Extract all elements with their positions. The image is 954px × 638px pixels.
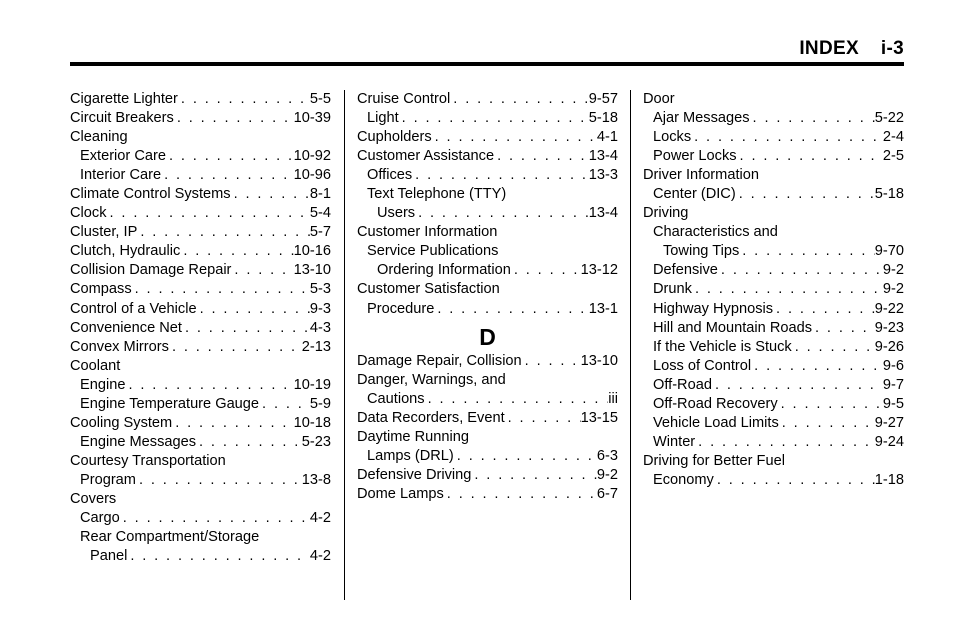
entry-text: Data Recorders, Event	[357, 409, 505, 426]
index-entry	[357, 280, 618, 299]
entry-text: Vehicle Load Limits	[653, 414, 779, 431]
entry-text: Dome Lamps	[357, 485, 444, 502]
dot-leader	[712, 376, 883, 395]
index-entry	[70, 319, 331, 338]
index-entry	[357, 90, 618, 109]
dot-leader	[161, 166, 294, 185]
entry-text: Cooling System	[70, 414, 173, 431]
entry-text: Power Locks	[653, 148, 737, 165]
entry-text: Cautions	[367, 390, 425, 407]
entry-text: Customer Information	[357, 224, 498, 241]
dot-leader	[166, 147, 294, 166]
entry-text: Lamps (DRL)	[367, 447, 454, 464]
dot-leader	[739, 242, 875, 261]
index-entry	[70, 185, 331, 204]
dot-leader	[444, 485, 597, 504]
entry-text: Climate Control Systems	[70, 186, 231, 203]
dot-leader	[718, 261, 883, 280]
index-entry	[70, 414, 331, 433]
index-entry	[70, 433, 331, 452]
page-reference: 13-3	[588, 167, 618, 184]
index-entry	[643, 223, 904, 242]
page-reference: 5-22	[874, 110, 904, 127]
page-reference: 13-4	[588, 205, 618, 222]
entry-text: Covers	[70, 490, 117, 507]
index-entry	[357, 390, 618, 409]
index-entry	[643, 128, 904, 147]
entry-text: Door	[643, 91, 675, 107]
entry-text: Cluster, IP	[70, 224, 138, 241]
page-reference: 5-18	[874, 186, 904, 203]
dot-leader	[178, 90, 310, 109]
page-reference: 10-19	[293, 376, 331, 393]
entry-text: If the Vehicle is Stuck	[653, 338, 792, 355]
entry-text: Customer Satisfaction	[357, 281, 500, 298]
page-number: i-3	[880, 38, 904, 59]
index-entry	[643, 452, 904, 471]
page-reference: 10-18	[293, 414, 331, 431]
index-entry	[357, 428, 618, 447]
page-reference: 9-2	[596, 466, 618, 483]
page-reference: 13-8	[301, 471, 331, 488]
entry-text: Characteristics and	[653, 224, 778, 241]
index-entry	[70, 204, 331, 223]
page-reference: 1-18	[874, 471, 904, 488]
page-header	[799, 38, 904, 60]
entry-text: Customer Assistance	[357, 148, 495, 165]
index-entry	[70, 242, 331, 261]
entry-text: Convenience Net	[70, 319, 182, 336]
dot-leader	[399, 109, 589, 128]
entry-text: Cruise Control	[357, 91, 451, 107]
page-reference: 4-3	[309, 319, 331, 336]
entry-text: Driving	[643, 205, 689, 222]
index-entry	[70, 261, 331, 280]
page-reference: 9-26	[874, 338, 904, 355]
entry-text: Courtesy Transportation	[70, 452, 226, 469]
index-entry	[357, 128, 618, 147]
index-entry	[70, 280, 331, 299]
page-reference: 2-4	[882, 129, 904, 146]
page-reference: 5-3	[309, 281, 331, 298]
index-entry	[357, 147, 618, 166]
entry-text: Cleaning	[70, 129, 128, 146]
entry-text: Driver Information	[643, 167, 759, 184]
index-entry	[357, 352, 618, 371]
index-entry	[357, 371, 618, 390]
index-entry	[70, 547, 331, 566]
page-reference: 13-10	[580, 352, 618, 369]
index-entry	[643, 242, 904, 261]
entry-text: Daytime Running	[357, 428, 469, 445]
index-column-3	[643, 90, 904, 490]
index-entry	[70, 338, 331, 357]
index-entry	[643, 261, 904, 280]
index-entry	[643, 471, 904, 490]
page-reference: 9-70	[874, 243, 904, 260]
entry-text: Defensive Driving	[357, 466, 472, 483]
page-reference: 9-23	[874, 319, 904, 336]
page-reference: 4-1	[596, 129, 618, 146]
entry-text: Center (DIC)	[653, 186, 736, 203]
index-entry	[70, 128, 331, 147]
entry-text: Hill and Mountain Roads	[653, 319, 812, 336]
entry-text: Cargo	[80, 510, 120, 527]
entry-text: Text Telephone (TTY)	[367, 186, 507, 203]
page-reference: 13-1	[588, 300, 618, 317]
entry-text: Exterior Care	[80, 148, 166, 165]
entry-text: Collision Damage Repair	[70, 262, 232, 279]
page-reference: 5-4	[309, 205, 331, 222]
entry-text: Engine Temperature Gauge	[80, 395, 260, 412]
entry-text: Rear Compartment/Storage	[80, 529, 260, 546]
page-reference: 9-57	[588, 91, 618, 107]
dot-leader	[136, 471, 302, 490]
index-entry	[70, 166, 331, 185]
dot-leader	[494, 147, 589, 166]
entry-text: Engine Messages	[80, 433, 197, 450]
dot-leader	[450, 90, 589, 109]
entry-text: Program	[80, 471, 136, 488]
dot-leader	[779, 414, 875, 433]
entry-text: Highway Hypnosis	[653, 300, 774, 317]
entry-text: Clutch, Hydraulic	[70, 243, 181, 260]
entry-text: Economy	[653, 471, 714, 488]
dot-leader	[137, 223, 310, 242]
index-entry	[357, 166, 618, 185]
entry-text: Driving for Better Fuel	[643, 452, 785, 469]
index-entry	[643, 204, 904, 223]
page-reference: 9-7	[882, 376, 904, 393]
entry-text: Drunk	[653, 281, 692, 298]
index-entry	[70, 223, 331, 242]
index-entry	[357, 242, 618, 261]
page-reference: 13-15	[580, 409, 618, 426]
index-entry	[643, 414, 904, 433]
index-entry	[70, 300, 331, 319]
entry-text: Loss of Control	[653, 357, 752, 374]
index-entry	[643, 395, 904, 414]
dot-leader	[172, 414, 293, 433]
dot-leader	[132, 280, 310, 299]
header-title: INDEX	[799, 38, 859, 59]
index-entry	[357, 223, 618, 242]
entry-text: Circuit Breakers	[70, 110, 174, 127]
index-entry	[357, 447, 618, 466]
entry-text: Winter	[653, 433, 696, 450]
entry-text: Off-Road	[653, 376, 712, 393]
dot-leader	[412, 166, 589, 185]
dot-leader	[182, 319, 310, 338]
dot-leader	[737, 147, 883, 166]
index-entry	[643, 300, 904, 319]
dot-leader	[120, 509, 310, 528]
page-reference: 9-24	[874, 433, 904, 450]
page-reference: 9-22	[874, 300, 904, 317]
dot-leader	[751, 357, 883, 376]
index-entry	[70, 509, 331, 528]
entry-text: Light	[367, 110, 399, 127]
dot-leader	[432, 128, 597, 147]
index-entry	[643, 90, 904, 109]
dot-leader	[415, 204, 589, 223]
entry-text: Engine	[80, 376, 126, 393]
dot-leader	[127, 547, 310, 566]
index-entry	[357, 109, 618, 128]
entry-text: Panel	[90, 548, 128, 565]
entry-text: Cigarette Lighter	[70, 91, 178, 107]
index-entry	[643, 166, 904, 185]
dot-leader	[125, 376, 293, 395]
entry-text: Compass	[70, 281, 132, 298]
page-reference: 13-10	[293, 262, 331, 279]
index-entry	[643, 185, 904, 204]
dot-leader	[434, 300, 588, 319]
entry-text: Users	[377, 205, 416, 222]
page-reference: 13-12	[580, 262, 618, 279]
dot-leader	[196, 433, 302, 452]
dot-leader	[231, 185, 310, 204]
entry-text: Convex Mirrors	[70, 338, 169, 355]
index-entry	[643, 433, 904, 452]
page-reference: 5-5	[309, 91, 331, 107]
entry-text: Control of a Vehicle	[70, 300, 197, 317]
dot-leader	[259, 395, 310, 414]
page-reference: 10-96	[293, 167, 331, 184]
index-entry	[357, 185, 618, 204]
entry-text: Ordering Information	[377, 262, 511, 279]
page-reference: 5-18	[588, 110, 618, 127]
page-reference: 9-3	[309, 300, 331, 317]
dot-leader	[180, 242, 293, 261]
index-entry	[70, 90, 331, 109]
dot-leader	[454, 447, 597, 466]
index-entry	[70, 376, 331, 395]
dot-leader	[691, 128, 883, 147]
dot-leader	[505, 409, 581, 428]
index-entry	[70, 452, 331, 471]
entry-text: Defensive	[653, 262, 718, 279]
page-reference: 9-27	[874, 414, 904, 431]
page-reference: 10-16	[293, 243, 331, 260]
index-entry	[357, 300, 618, 319]
page-reference: 8-1	[309, 186, 331, 203]
page-reference: 10-92	[293, 148, 331, 165]
dot-leader	[812, 319, 875, 338]
index-entry	[643, 280, 904, 299]
page-reference: 2-5	[882, 148, 904, 165]
index-entry	[643, 147, 904, 166]
dot-leader	[736, 185, 875, 204]
entry-text: Off-Road Recovery	[653, 395, 778, 412]
dot-leader	[522, 352, 581, 371]
entry-text: Locks	[653, 129, 692, 146]
index-entry	[70, 528, 331, 547]
index-entry	[357, 204, 618, 223]
column-divider	[344, 90, 345, 600]
index-entry	[643, 319, 904, 338]
index-entry	[357, 409, 618, 428]
dot-leader	[692, 280, 883, 299]
page-reference: 6-3	[596, 447, 618, 464]
index-entry	[70, 109, 331, 128]
page-reference: 10-39	[293, 110, 331, 127]
page-reference: 6-7	[596, 485, 618, 502]
page-reference: 9-6	[882, 357, 904, 374]
dot-leader	[695, 433, 875, 452]
dot-leader	[174, 109, 294, 128]
entry-text: Towing Tips	[663, 243, 740, 260]
entry-text: Damage Repair, Collision	[357, 352, 522, 369]
dot-leader	[425, 390, 609, 409]
entry-text: Danger, Warnings, and	[357, 371, 506, 388]
index-entry	[70, 471, 331, 490]
entry-text: Procedure	[367, 300, 435, 317]
index-column-1	[70, 90, 331, 566]
header-rule	[70, 62, 904, 66]
entry-text: Service Publications	[367, 243, 499, 260]
entry-text: Ajar Messages	[653, 110, 750, 127]
index-entry	[357, 466, 618, 485]
entry-text: Clock	[70, 205, 107, 222]
dot-leader	[169, 338, 302, 357]
index-entry	[70, 357, 331, 376]
page-reference: 9-5	[882, 395, 904, 412]
dot-leader	[231, 261, 293, 280]
page-reference: 2-13	[301, 338, 331, 355]
page-reference: iii	[608, 390, 618, 407]
page-reference: 4-2	[309, 510, 331, 527]
dot-leader	[197, 300, 310, 319]
entry-text: Interior Care	[80, 167, 162, 184]
entry-text: Cupholders	[357, 129, 432, 146]
index-entry	[643, 338, 904, 357]
page-reference: 5-23	[301, 433, 331, 450]
dot-leader	[773, 300, 875, 319]
dot-leader	[778, 395, 883, 414]
page-reference: 4-2	[309, 548, 331, 565]
column-divider	[630, 90, 631, 600]
dot-leader	[714, 471, 875, 490]
entry-text: Offices	[367, 167, 413, 184]
page-reference: 9-2	[882, 262, 904, 279]
dot-leader	[471, 466, 597, 485]
index-entry	[357, 261, 618, 280]
page-reference: 9-2	[882, 281, 904, 298]
section-letter: D	[479, 323, 496, 350]
dot-leader	[511, 261, 581, 280]
index-entry	[643, 357, 904, 376]
index-entry	[643, 109, 904, 128]
dot-leader	[792, 338, 875, 357]
index-entry	[70, 147, 331, 166]
entry-text: Coolant	[70, 357, 121, 374]
index-entry	[70, 490, 331, 509]
index-column-2	[357, 90, 618, 504]
index-entry	[643, 376, 904, 395]
page-reference: 13-4	[588, 148, 618, 165]
index-entry	[357, 485, 618, 504]
page-reference: 5-9	[309, 395, 331, 412]
dot-leader	[750, 109, 875, 128]
dot-leader	[107, 204, 310, 223]
index-entry	[70, 395, 331, 414]
page-reference: 5-7	[309, 224, 331, 241]
